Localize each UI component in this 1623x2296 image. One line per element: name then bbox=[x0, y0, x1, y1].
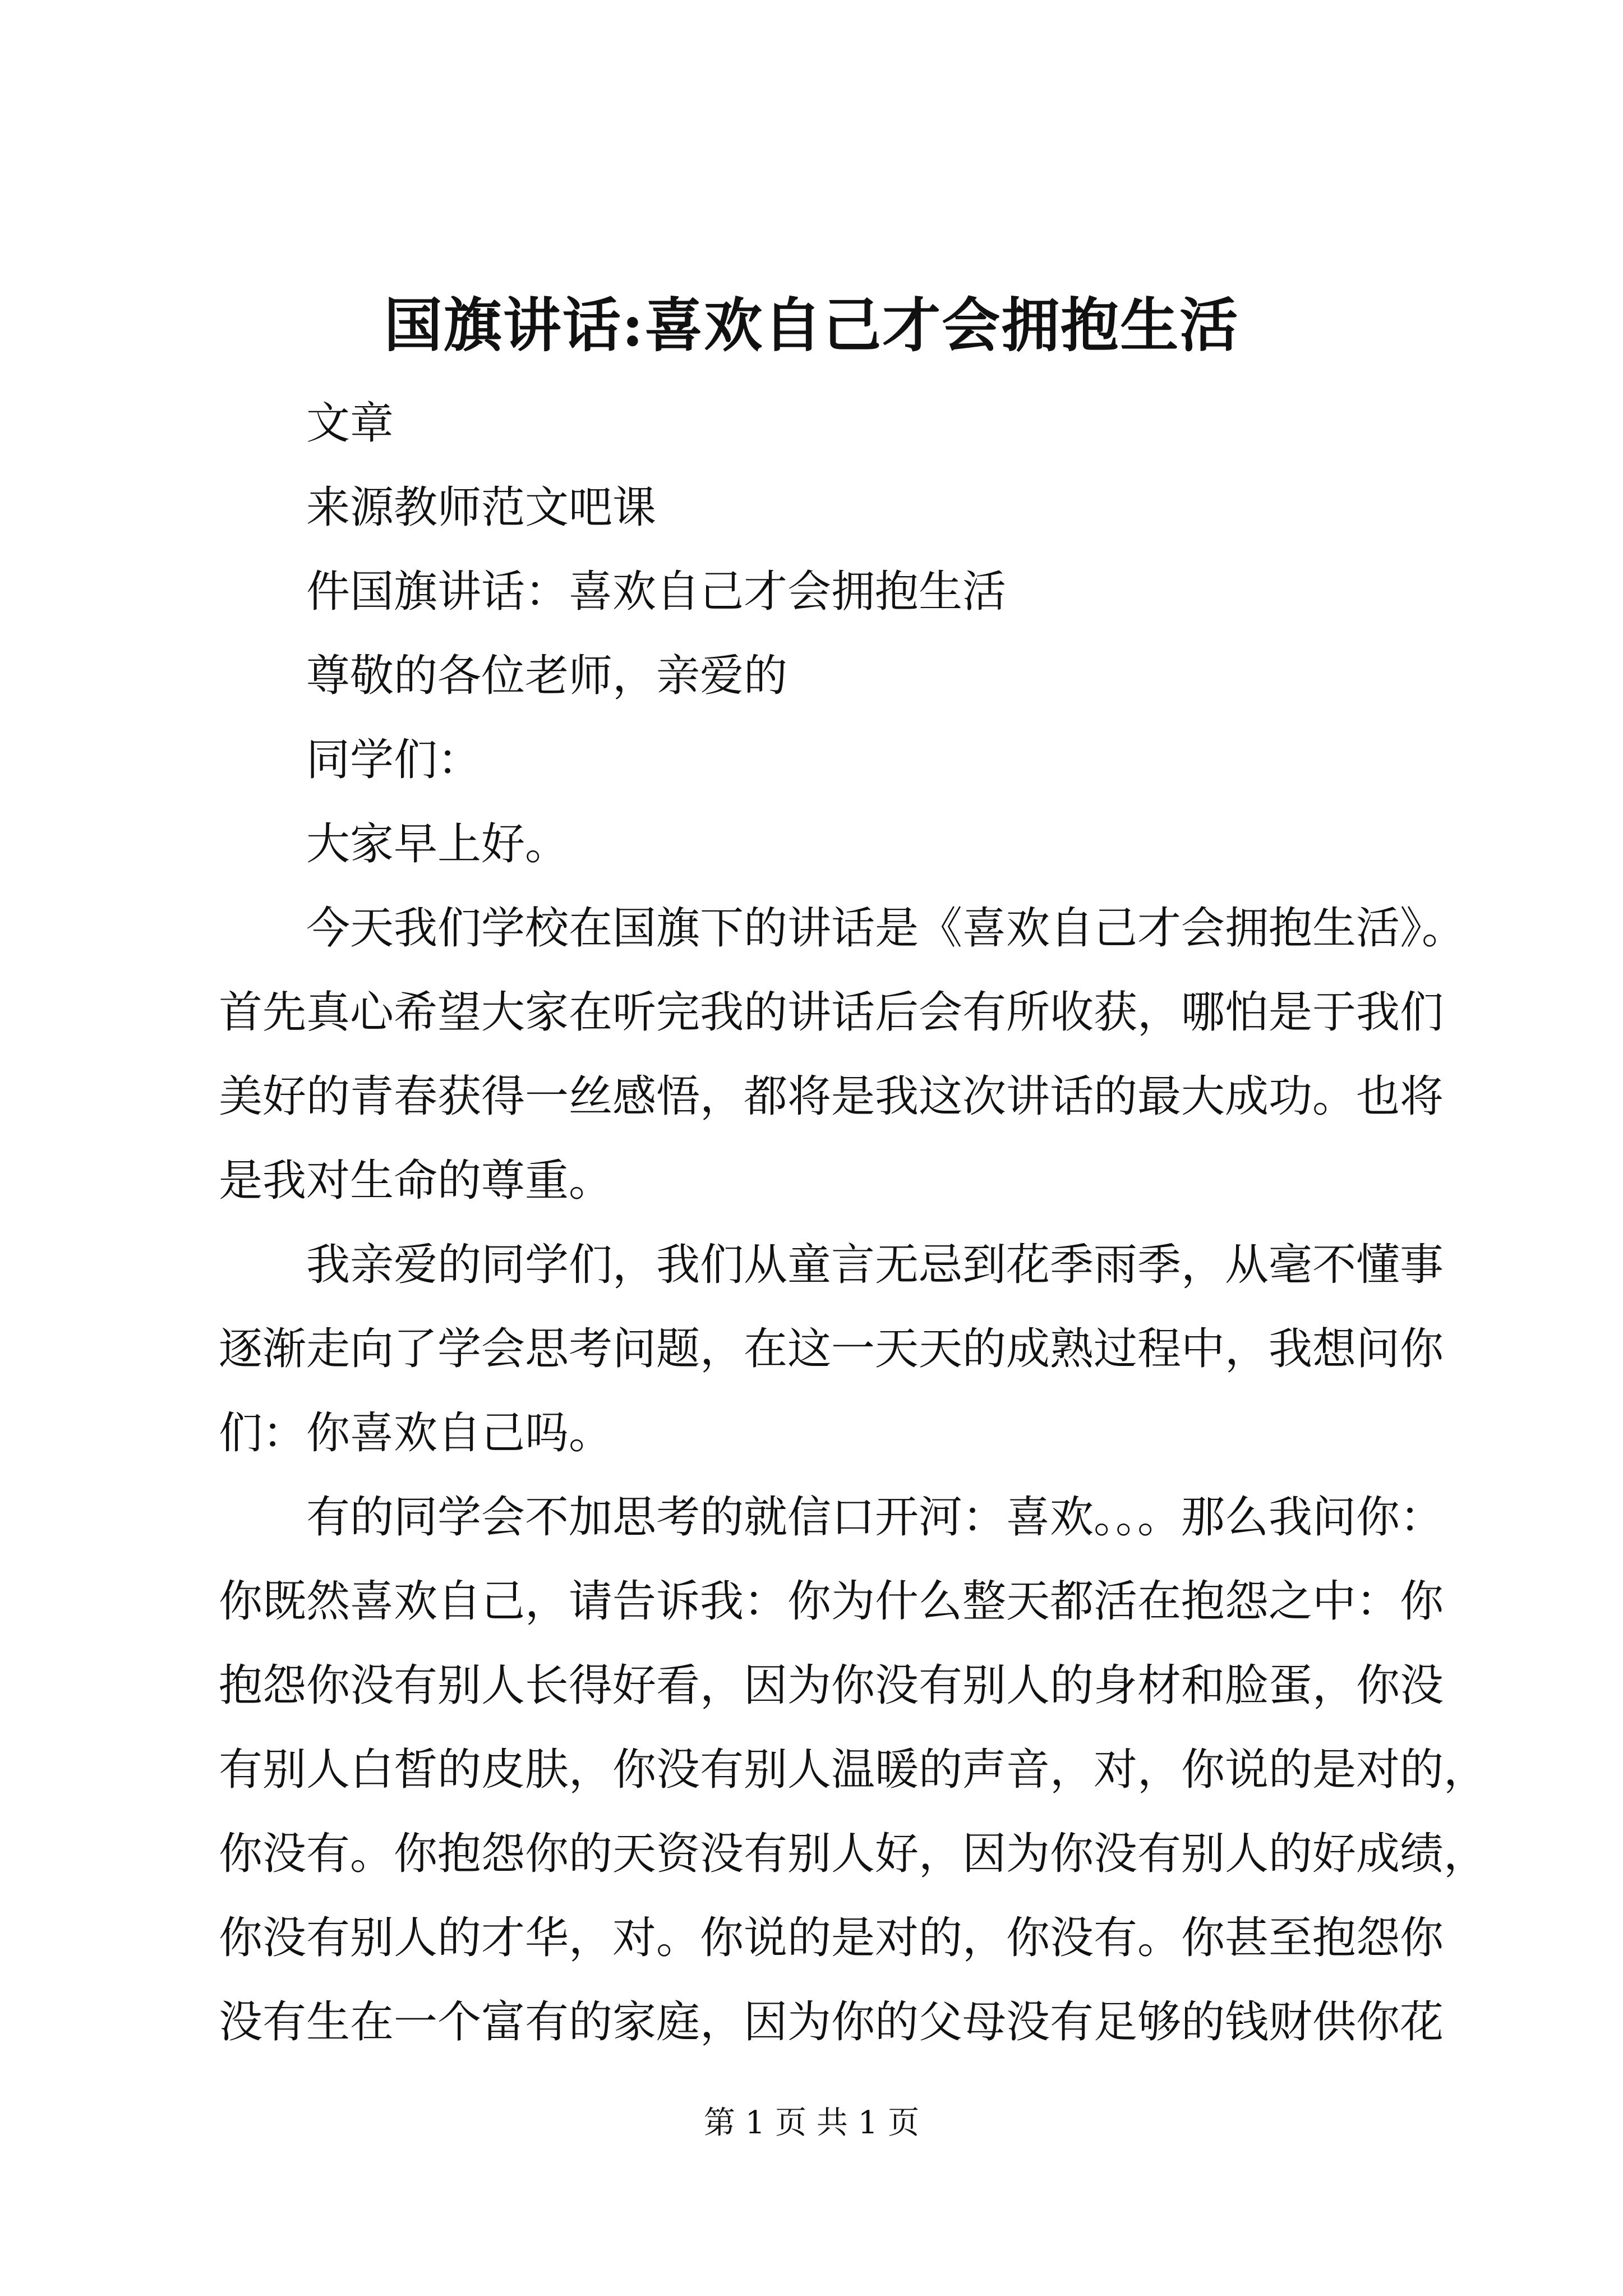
body-line: 文章 bbox=[306, 398, 394, 449]
body-line: 大家早上好。 bbox=[306, 819, 569, 869]
body-line: 美好的青春获得一丝感悟，都将是我这次讲话的最大成功。也将 bbox=[219, 1071, 1444, 1122]
body-line: 你没有。你抱怨你的天资没有别人好，因为你没有别人的好成绩， bbox=[219, 1829, 1488, 1879]
body-line: 件国旗讲话：喜欢自己才会拥抱生活 bbox=[306, 567, 1007, 617]
body-line: 有别人白皙的皮肤，你没有别人温暖的声音，对，你说的是对的， bbox=[219, 1745, 1488, 1795]
body-line: 抱怨你没有别人长得好看，因为你没有别人的身材和脸蛋，你没 bbox=[219, 1660, 1444, 1711]
body-line: 同学们： bbox=[306, 735, 482, 785]
body-line: 是我对生命的尊重。 bbox=[219, 1156, 613, 1206]
body-line: 们：你喜欢自己吗。 bbox=[219, 1408, 613, 1458]
body-line: 你既然喜欢自己，请告诉我：你为什么整天都活在抱怨之中：你 bbox=[219, 1576, 1444, 1627]
body-line: 你没有别人的才华，对。你说的是对的，你没有。你甚至抱怨你 bbox=[219, 1913, 1444, 1963]
body-line: 我亲爱的同学们，我们从童言无忌到花季雨季，从毫不懂事 bbox=[306, 1240, 1444, 1290]
document-body bbox=[219, 381, 1488, 2064]
body-line: 有的同学会不加思考的就信口开河：喜欢。。。那么我问你： bbox=[306, 1492, 1444, 1543]
body-line: 今天我们学校在国旗下的讲话是《喜欢自己才会拥抱生活》。 bbox=[306, 903, 1466, 954]
body-line: 首先真心希望大家在听完我的讲话后会有所收获，哪怕是于我们 bbox=[219, 987, 1444, 1038]
body-line: 没有生在一个富有的家庭，因为你的父母没有足够的钱财供你花 bbox=[219, 1997, 1444, 2047]
body-line: 来源教师范文吧课 bbox=[306, 482, 657, 533]
body-line: 尊敬的各位老师，亲爱的 bbox=[306, 651, 788, 701]
body-line: 逐渐走向了学会思考问题，在这一天天的成熟过程中，我想问你 bbox=[219, 1324, 1444, 1374]
page-footer: 第 1 页 共 1 页 bbox=[703, 2105, 920, 2141]
document-title: 国旗讲话:喜欢自己才会拥抱生活 bbox=[384, 291, 1239, 360]
